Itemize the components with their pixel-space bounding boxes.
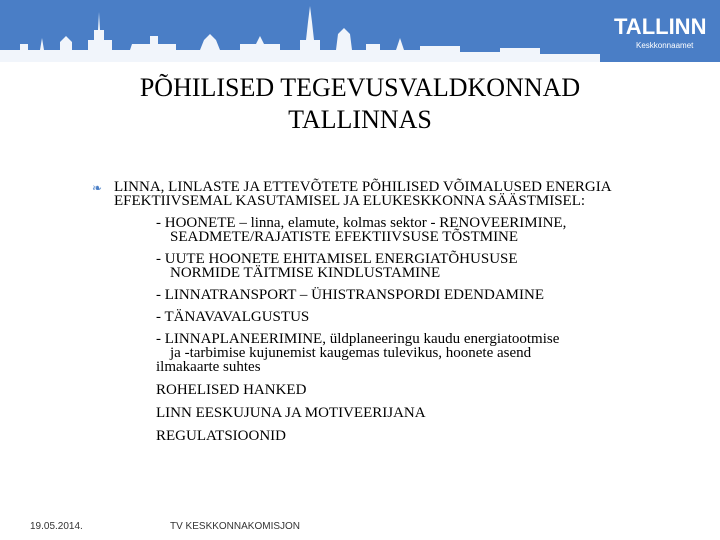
footer-organization: TV KESKKONNAKOMISJON [170, 521, 301, 532]
footer-date: 19.05.2014. [30, 521, 83, 532]
list-item: - LINNAPLANEERIMINE, üldplaneeringu kaudu energiatootmise ja -tarbimise kujunemist kaugemas tulevikus, hoonete asend ilmakaarte suhtes [156, 331, 560, 375]
tallinn-logo [608, 14, 707, 54]
list-item: - UUTE HOONETE EHITAMISEL ENERGIATÕHUSUSE NORMIDE TÄITMISE KINDLUSTAMINE [156, 251, 518, 281]
list-item: - TÄNAVAVALGUSTUS [156, 309, 310, 325]
logo-wordmark: TALLINN [614, 14, 707, 39]
slide-title [60, 72, 660, 136]
logo-subtitle: Keskkonnaamet [636, 41, 694, 50]
flourish-bullet-icon: ❧ [92, 181, 103, 195]
title-line-1: PÕHILISED TEGEVUSVALDKONNAD [139, 73, 581, 102]
list-item: - LINNATRANSPORT – ÜHISTRANSPORDI EDENDAMINE [156, 287, 545, 303]
main-bullet-text: LINNA, LINLASTE JA ETTEVÕTETE PÕHILISED VÕIMALUSED ENERGIA EFEKTIIVSEMAL KASUTAMISEL JA ELUKESKKONNA SÄÄSTMISEL: [114, 179, 611, 209]
list-item: - HOONETE – linna, elamute, kolmas sektor - RENOVEERIMINE, SEADMETE/RAJATISTE EFEKTIIVSUSE TÕSTMINE [156, 215, 567, 245]
extra-item: ROHELISED HANKED [156, 382, 307, 398]
header-banner [0, 0, 720, 62]
extra-item: LINN EESKUJUNA JA MOTIVEERIJANA [156, 405, 426, 421]
slide-content [92, 180, 692, 443]
title-line-2: TALLINNAS [288, 105, 432, 134]
extra-item: REGULATSIOONID [156, 428, 286, 444]
